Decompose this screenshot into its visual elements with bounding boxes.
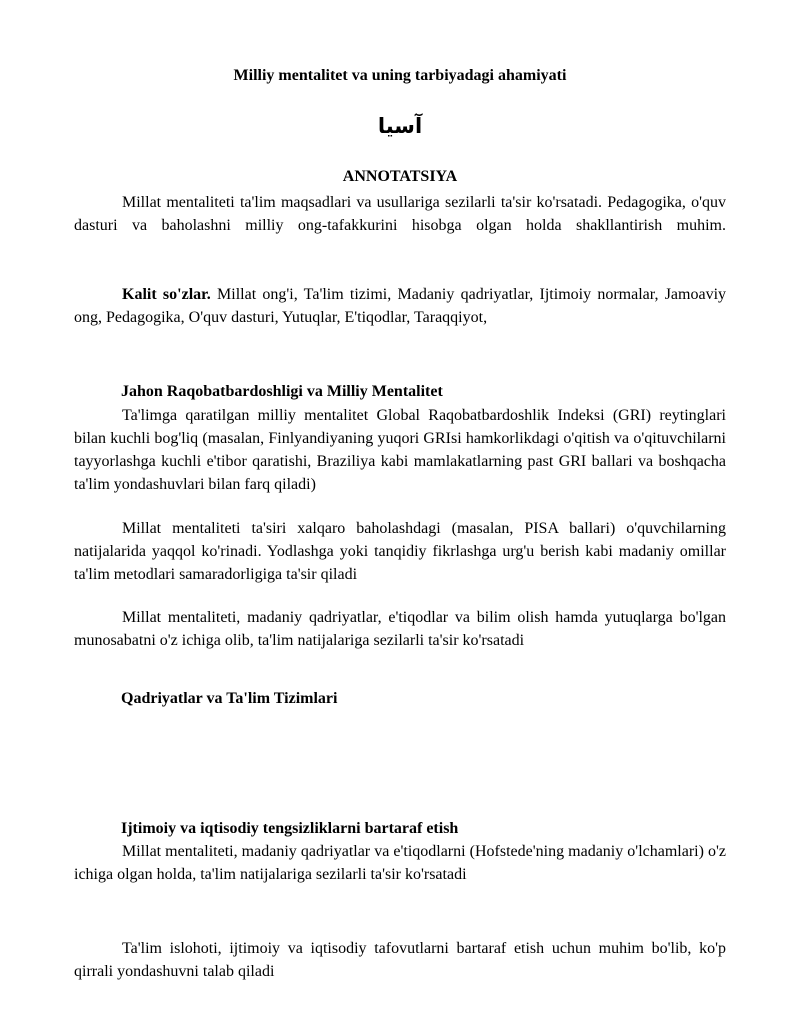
section-paragraph: Ta'lim islohoti, ijtimoiy va iqtisodiy tafovutlarni bartaraf etish uchun muhim bo'lib, ko'p qirrali yondashuvni talab qiladi xyxy=(74,940,726,980)
section-heading-values: Qadriyatlar va Ta'lim Tizimlari xyxy=(121,690,338,707)
annotation-heading: ANNOTATSIYA xyxy=(342,168,458,185)
arabic-subtitle: آسیا xyxy=(377,114,423,138)
section-paragraph: Millat mentaliteti ta'siri xalqaro baholashdagi (masalan, PISA ballari) o'quvchilarning natijalarida yaqqol ko'rinadi. Yodlashga yoki tanqidiy fikrlashga urg'u berish kabi madaniy omillar ta'lim metodlari samaradorligiga ta'sir qiladi xyxy=(74,520,726,583)
section-paragraph: Millat mentaliteti, madaniy qadriyatlar, e'tiqodlar va bilim olish hamda yutuqlarga bo'lgan munosabatni o'z ichiga olib, ta'lim natijalariga sezilarli ta'sir ko'rsatadi xyxy=(74,609,726,649)
section-heading-competitiveness: Jahon Raqobatbardoshligi va Milliy Mentalitet xyxy=(121,383,443,400)
document-title: Milliy mentalitet va uning tarbiyadagi ahamiyati xyxy=(233,67,567,84)
section-paragraph: Ta'limga qaratilgan milliy mentalitet Global Raqobatbardoshlik Indeksi (GRI) reytinglari bilan kuchli bog'liq (masalan, Finlyandiyaning yuqori GRIsi hamkorlikdagi o'qitish va o'qituvchilarni tayyorlashga kuchli e'tibor qaratishi, Braziliya kabi mamlakatlarning past GRI ballari va boshqacha ta'lim yondashuvlari bilan farq qiladi) xyxy=(74,407,726,493)
section-heading-inequality: Ijtimoiy va iqtisodiy tengsizliklarni bartaraf etish xyxy=(121,820,459,837)
annotation-paragraph: Millat mentaliteti ta'lim maqsadlari va usullariga sezilarli ta'sir ko'rsatadi. Pedagogika, o'quv dasturi va baholashni milliy ong-tafakkurini hisobga olgan holda shakllantirish muhim. xyxy=(74,194,726,234)
keywords-text: Millat ong'i, Ta'lim tizimi, Madaniy qadriyatlar, Ijtimoiy normalar, Jamoaviy ong, Pedagogika, O'quv dasturi, Yutuqlar, E'tiqodlar, Taraqqiyot, xyxy=(74,286,727,326)
keywords-label: Kalit so'zlar. xyxy=(122,286,211,303)
section-paragraph: Millat mentaliteti, madaniy qadriyatlar va e'tiqodlarni (Hofstede'ning madaniy o'lchamlari) o'z ichiga olgan holda, ta'lim natijalariga sezilarli ta'sir ko'rsatadi xyxy=(74,843,726,883)
keywords-paragraph xyxy=(74,283,726,329)
